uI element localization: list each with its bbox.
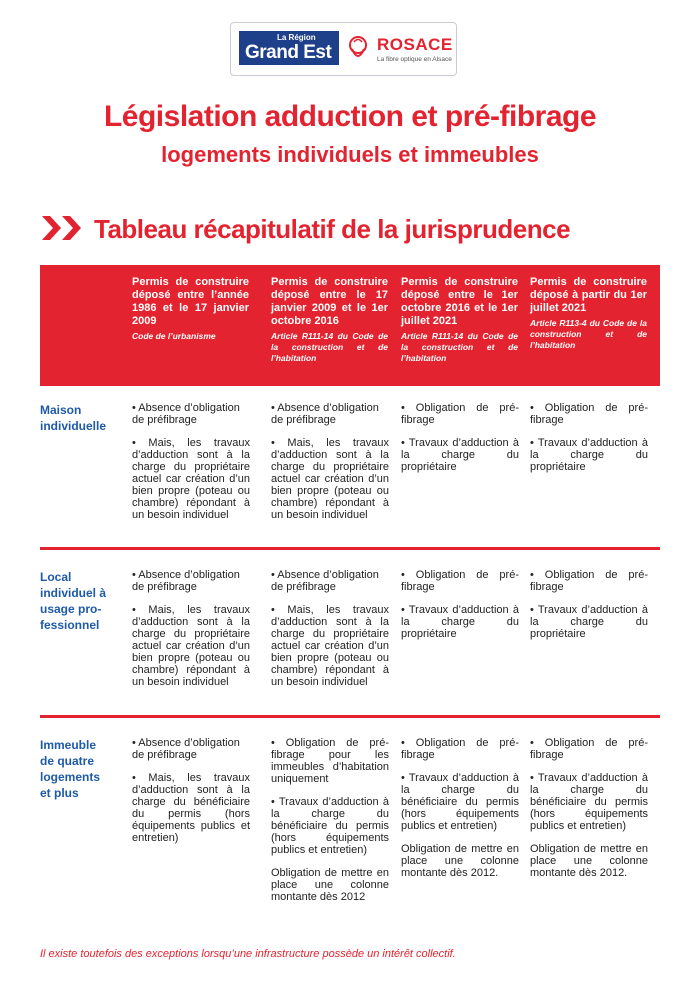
table-cell (530, 737, 648, 890)
cell-text: • Travaux d’adduction à la charge du propriétaire (530, 604, 648, 640)
row-label: Immeuble de quatre logements et plus (40, 738, 101, 800)
rosace-name: ROSACE (377, 35, 453, 54)
cell-text: Obligation de mettre en place une colonne montante dès 2012. (530, 843, 648, 879)
table-cell (401, 737, 519, 890)
table-header (40, 265, 660, 386)
section-title: Tableau récapitulatif de la jurisprudence (94, 214, 571, 244)
cell-text: • Absence d’obligation de préfibrage (271, 569, 379, 593)
row-separator (40, 715, 660, 718)
table-cell (132, 737, 250, 855)
cell-text: • Obligation de pré-fibrage (401, 737, 519, 761)
cell-text: • Obligation de pré-fibrage (401, 402, 519, 426)
column-header-code: Code de l’urbanisme (132, 331, 216, 341)
table-cell (132, 402, 250, 532)
logo-box (230, 22, 457, 76)
page-title: Législation adduction et pré-fibrage (103, 100, 597, 133)
column-header-code: Article R111-14 du Code de la construction et de l’habitation (401, 331, 518, 363)
cell-text: • Mais, les travaux d’adduction sont à la charge du propriétaire actuel car création d’un bien propre (poteau ou chambre) répondant à un besoin individuel (132, 437, 250, 521)
table-cell (401, 402, 519, 484)
table-cell (271, 402, 389, 532)
column-header (401, 276, 518, 364)
cell-text: • Mais, les travaux d’adduction sont à la charge du propriétaire actuel car création d’un bien propre (poteau ou chambre) répondant à un besoin individuel (271, 604, 389, 688)
cell-text: • Obligation de pré-fibrage (401, 569, 519, 593)
column-header-text: Permis de construire déposé entre le 1er octobre 2016 et le 1er juillet 2021 (401, 276, 518, 327)
table-cell (132, 569, 250, 699)
row-label: Maison individuelle (40, 403, 107, 433)
column-header (530, 276, 647, 351)
table-cell (530, 402, 648, 484)
cell-text: • Obligation de pré-fibrage pour les immeubles d’habitation uniquement (271, 737, 389, 785)
cell-text: • Obligation de pré-fibrage (530, 737, 648, 761)
table-cell (530, 569, 648, 651)
column-header-text: Permis de construire déposé à partir du 1er juillet 2021 (530, 276, 647, 314)
cell-text: • Travaux d’adduction à la charge du propriétaire (530, 437, 648, 473)
footer-note: Il existe toutefois des exceptions lorsqu’une infrastructure possède un intérêt collectif. (40, 948, 456, 960)
cell-text: • Absence d’obligation de préfibrage (271, 402, 379, 426)
cell-text: Obligation de mettre en place une colonne montante dès 2012. (401, 843, 519, 879)
cell-text: • Travaux d’adduction à la charge du propriétaire (401, 604, 519, 640)
row-separator (40, 547, 660, 550)
region-small-label: La Région (277, 33, 316, 42)
cell-text: • Travaux d’adduction à la charge du propriétaire (401, 437, 519, 473)
column-header-code: Article R111-14 du Code de la construction et de l’habitation (271, 331, 388, 363)
column-header (271, 276, 388, 364)
page-subtitle: logements individuels et immeubles (161, 142, 539, 167)
table-cell (401, 569, 519, 651)
cell-text: • Travaux d’adduction à la charge du bénéficiaire du permis (hors équipements publics et entretien) (401, 772, 519, 832)
cell-text: • Absence d’obligation de préfibrage (132, 737, 240, 761)
cell-text: • Mais, les travaux d’adduction sont à la charge du propriétaire actuel car création d’un bien propre (poteau ou chambre) répondant à un besoin individuel (132, 604, 250, 688)
column-header (132, 276, 249, 342)
row-label: Local individuel à usage pro-fessionnel (40, 570, 107, 632)
column-header-text: Permis de construire déposé entre l’année 1986 et le 17 janvier 2009 (132, 276, 249, 327)
cell-text: • Mais, les travaux d’adduction sont à la charge du propriétaire actuel car création d’un bien propre (poteau ou chambre) répondant à un besoin individuel (271, 437, 389, 521)
cell-text: Obligation de mettre en place une colonne montante dès 2012 (271, 867, 389, 903)
column-header-text: Permis de construire déposé entre le 17 janvier 2009 et le 1er octobre 2016 (271, 276, 388, 327)
cell-text: • Obligation de pré-fibrage (530, 402, 648, 426)
rosace-icon (343, 33, 373, 65)
cell-text: • Travaux d’adduction à la charge du bénéficiaire du permis (hors équipements publics et entretien) (271, 796, 389, 856)
region-big-label: Grand Est (245, 42, 332, 63)
table-cell (271, 737, 389, 914)
cell-text: • Mais, les travaux d’adduction sont à la charge du bénéficiaire du permis (hors équipements publics et entretien) (132, 772, 250, 844)
grand-est-logo (239, 31, 339, 65)
double-chevron-icon (40, 212, 90, 244)
table-cell (271, 569, 389, 699)
rosace-tagline: La fibre optique en Alsace (377, 56, 452, 63)
cell-text: • Obligation de pré-fibrage (530, 569, 648, 593)
column-header-code: Article R113-4 du Code de la construction et de l’habitation (530, 318, 647, 350)
cell-text: • Absence d’obligation de préfibrage (132, 402, 240, 426)
cell-text: • Absence d’obligation de préfibrage (132, 569, 240, 593)
cell-text: • Travaux d’adduction à la charge du bénéficiaire du permis (hors équipements publics et entretien) (530, 772, 648, 832)
